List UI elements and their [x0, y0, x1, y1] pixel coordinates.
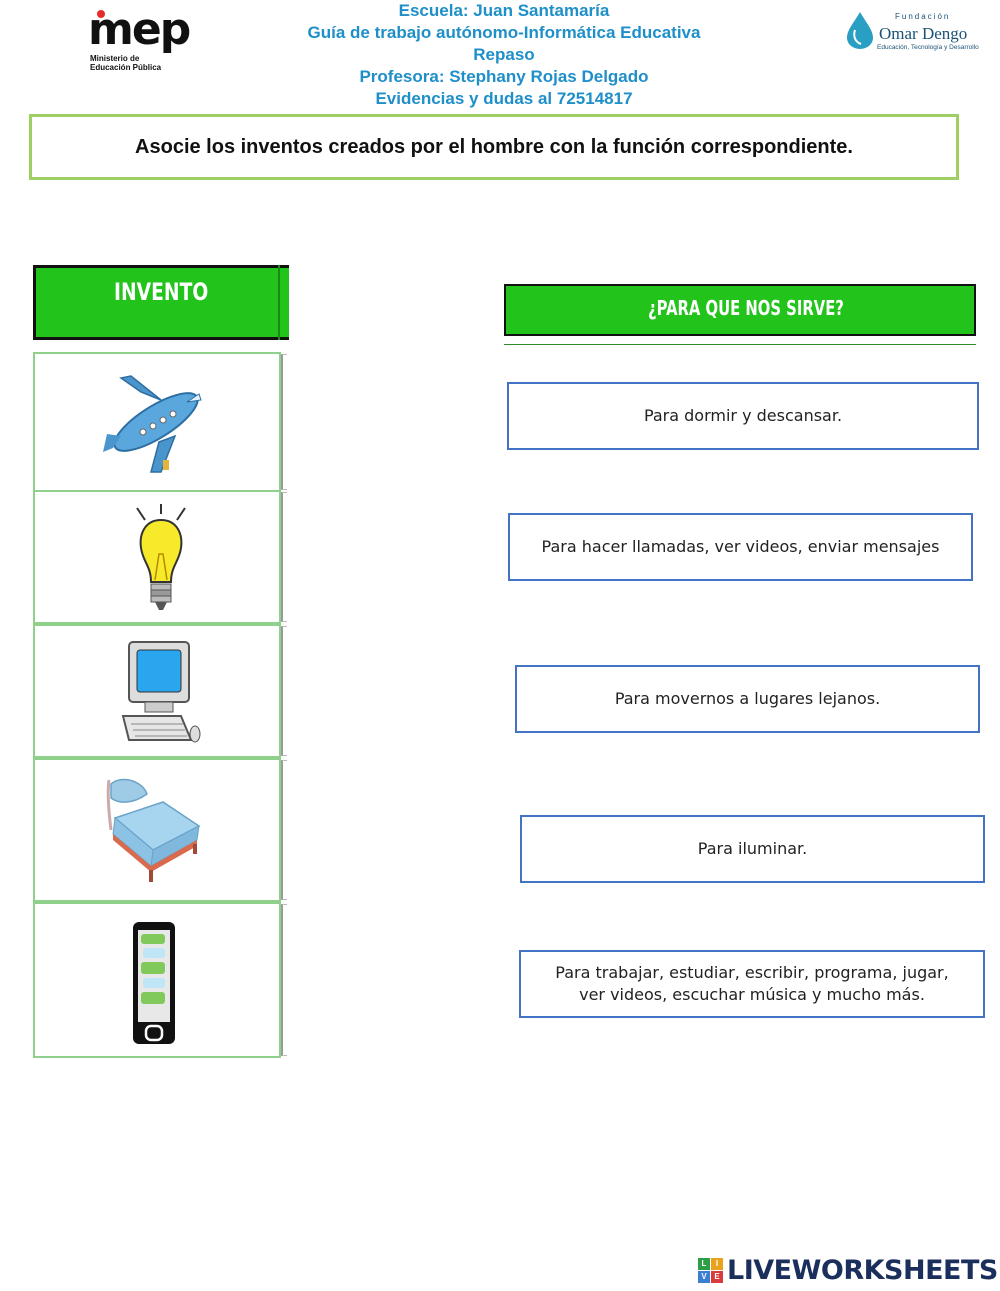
invento-cell-cellphone — [33, 902, 281, 1058]
instructions-box: Asocie los inventos creados por el hombre con la función correspondiente. — [29, 114, 959, 180]
invento-cell-lightbulb — [33, 490, 281, 624]
omar-dengo-logo: Fundación Omar Dengo Educación, Tecnología y Desarrollo — [845, 8, 980, 58]
airplane-icon — [101, 372, 211, 476]
invento-cell-airplane — [33, 352, 281, 492]
guide-title: Guía de trabajo autónomo-Informática Educativa — [307, 23, 701, 42]
liveworksheets-squares-icon: L I V E — [698, 1258, 723, 1283]
function-box-4[interactable]: Para iluminar. — [520, 815, 985, 883]
bed-icon — [103, 774, 203, 886]
invento-cell-bed — [33, 758, 281, 902]
liveworksheets-text: LIVEWORKSHEETS — [727, 1254, 998, 1286]
header-info — [250, 0, 758, 110]
teacher-name: Profesora: Stephany Rojas Delgado — [359, 67, 649, 86]
liveworksheets-logo — [698, 1255, 998, 1285]
lightbulb-icon — [131, 504, 191, 618]
cellphone-icon — [131, 920, 177, 1046]
function-box-2[interactable]: Para hacer llamadas, ver videos, enviar mensajes — [508, 513, 973, 581]
invento-header-label: INVENTO — [114, 278, 209, 306]
function-box-3[interactable]: Para movernos a lugares lejanos. — [515, 665, 980, 733]
mep-logo-text: mep — [88, 4, 190, 55]
computer-icon — [121, 638, 201, 748]
function-box-5[interactable]: Para trabajar, estudiar, escribir, programa, jugar, ver videos, escuchar música y mucho más. — [519, 950, 985, 1018]
funcion-column-header — [504, 284, 976, 336]
function-box-1[interactable]: Para dormir y descansar. — [507, 382, 979, 450]
school-name: Escuela: Juan Santamaría — [398, 1, 610, 20]
invento-cell-computer — [33, 624, 281, 758]
invento-column-header — [33, 265, 289, 340]
mep-logo — [88, 4, 198, 74]
funcion-header-label: ¿PARA QUE NOS SIRVE? — [648, 296, 844, 320]
header-underline — [504, 344, 976, 345]
mep-logo-subtitle: Ministerio de Educación Pública — [90, 54, 162, 72]
contact-info: Evidencias y dudas al 72514817 — [375, 89, 633, 108]
guide-subtitle: Repaso — [473, 45, 535, 64]
water-drop-icon — [845, 10, 875, 50]
